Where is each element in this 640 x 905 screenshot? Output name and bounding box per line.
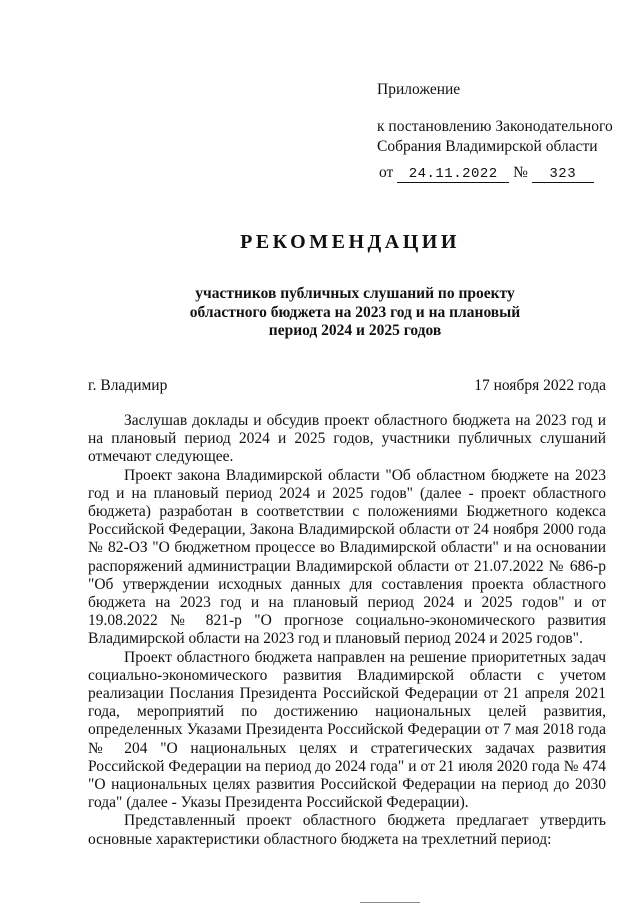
subtitle-line-3: период 2024 и 2025 годов xyxy=(268,322,442,339)
appendix-resolution-line: к постановлению Законодательного xyxy=(377,118,613,135)
body-text xyxy=(88,412,606,849)
paragraph-4: Представленный проект областного бюджета предлагает утвердить основные характеристики областного бюджета на трехлетний период: xyxy=(88,812,606,848)
subtitle-line-1: участников публичных слушаний по проекту xyxy=(195,285,515,302)
appendix-assembly-line: Собрания Владимирской области xyxy=(377,138,598,155)
document-title: РЕКОМЕНДАЦИИ xyxy=(240,231,460,253)
paragraph-1: Заслушав доклады и обсудив проект областного бюджета на 2023 год и на плановый период 2024 и 2025 годов, участники публичных слушаний отмечают следующее. xyxy=(88,412,606,466)
appendix-heading: Приложение xyxy=(377,81,461,98)
footer-rule xyxy=(360,902,420,903)
place-date-row xyxy=(88,377,606,395)
subtitle-line-2: областного бюджета на 2023 год и на плановый xyxy=(189,303,521,321)
place: г. Владимир xyxy=(88,377,168,394)
resolution-dateline xyxy=(379,164,594,183)
appendix-block xyxy=(377,80,627,157)
from-label: от xyxy=(379,164,394,181)
resolution-date: 24.11.2022 xyxy=(397,166,509,183)
document-date: 17 ноября 2022 года xyxy=(474,377,606,394)
paragraph-3: Проект областного бюджета направлен на решение приоритетных задач социально-экономического развития Владимирской области с учетом реализации Послания Президента Российской Федерации от 21 апреля 2021 года, мероприятий по достижению национальных целей развития, определенных Указами Президента Российской Федерации от 7 мая 2018 года № 204 "О национальных целях и стратегических задачах развития Российской Федерации на период до 2024 года" и от 21 июля 2020 года № 474 "О национальных целях развития Российской Федерации на период до 2030 года" (далее - Указы Президента Российской Федерации). xyxy=(88,648,606,812)
document-subtitle xyxy=(130,285,580,341)
paragraph-2: Проект закона Владимирской области "Об областном бюджете на 2023 год и на плановый период 2024 и 2025 годов" (далее - проект областного бюджета) разработан в соответствии с положениями Бюджетного кодекса Российской Федерации, Закона Владимирской области от 24 ноября 2000 года № 82-ОЗ "О бюджетном процессе во Владимирской области" и на основании распоряжений администрации Владимирской области от 21.07.2022 № 686-р "Об утверждении исходных данных для составления проекта областного бюджета на 2023 год и на плановый период 2024 и 2025 годов" и от 19.08.2022 № 821-р "О прогнозе социально-экономического развития Владимирской области на 2023 год и плановый период 2024 и 2025 годов". xyxy=(88,466,606,648)
resolution-number: 323 xyxy=(532,166,594,183)
number-label: № xyxy=(513,164,528,181)
